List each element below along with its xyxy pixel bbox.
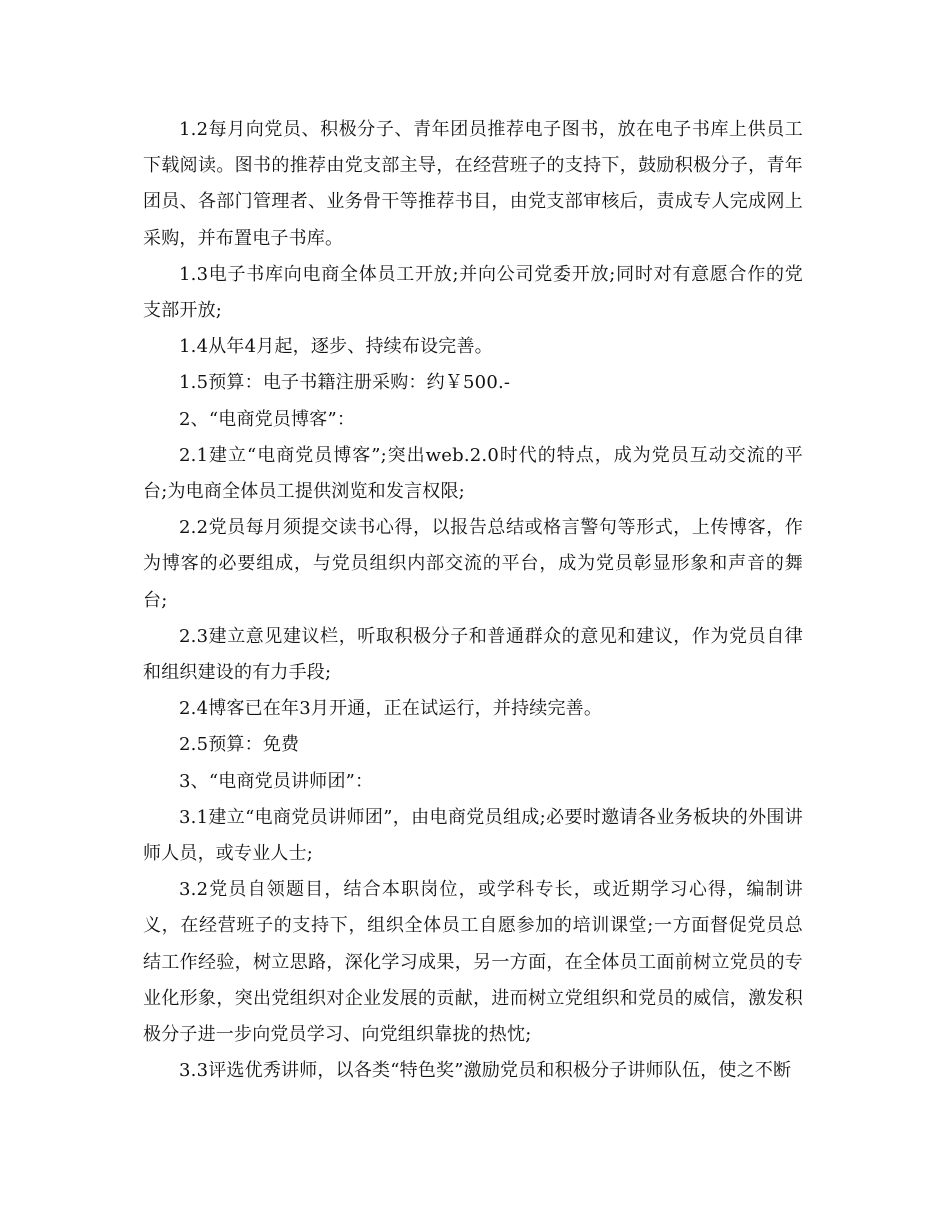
document-body: [143, 112, 803, 1089]
paragraph-2-2: 2.2党员每月须提交读书心得，以报告总结或格言警句等形式，上传博客，作为博客的必要组成，与党员组织内部交流的平台，成为党员彰显形象和声音的舞台;: [143, 517, 803, 611]
paragraph-2-3: 2.3建立意见建议栏，听取积极分子和普通群众的意见和建议，作为党员自律和组织建设的有力手段;: [143, 625, 803, 684]
paragraph-3-1: 3.1建立“电商党员讲师团”，由电商党员组成;必要时邀请各业务板块的外围讲师人员，或专业人士;: [143, 806, 803, 865]
paragraph-2-1: 2.1建立“电商党员博客”;突出web.2.0时代的特点，成为党员互动交流的平台;为电商全体员工提供浏览和发言权限;: [143, 444, 803, 503]
section-heading-2: 2、“电商党员博客”：: [179, 408, 356, 430]
paragraph-3-3: 3.3评选优秀讲师，以各类“特色奖”激励党员和积极分子讲师队伍，使之不断: [179, 1060, 792, 1082]
paragraph-1-2: 1.2每月向党员、积极分子、青年团员推荐电子图书，放在电子书库上供员工下载阅读。图书的推荐由党支部主导，在经营班子的支持下，鼓励积极分子，青年团员、各部门管理者、业务骨干等推荐书目，由党支部审核后，责成专人完成网上采购，并布置电子书库。: [143, 119, 803, 249]
paragraph-1-4: 1.4从年4月起，逐步、持续布设完善。: [179, 336, 493, 358]
paragraph-1-3: 1.3电子书库向电商全体员工开放;并向公司党委开放;同时对有意愿合作的党支部开放;: [143, 263, 803, 322]
section-heading-3: 3、“电商党员讲师团”：: [179, 770, 374, 792]
paragraph-2-5: 2.5预算：免费: [179, 734, 300, 756]
paragraph-1-5: 1.5预算：电子书籍注册采购：约￥500.-: [179, 372, 511, 394]
paragraph-3-2: 3.2党员自领题目，结合本职岗位，或学科专长，或近期学习心得，编制讲义，在经营班子的支持下，组织全体员工自愿参加的培训课堂;一方面督促党员总结工作经验，树立思路，深化学习成果，另一方面，在全体员工面前树立党员的专业化形象，突出党组织对企业发展的贡献，进而树立党组织和党员的威信，激发积极分子进一步向党员学习、向党组织靠拢的热忱;: [143, 879, 803, 1046]
paragraph-2-4: 2.4博客已在年3月开通，正在试运行，并持续完善。: [179, 698, 603, 720]
